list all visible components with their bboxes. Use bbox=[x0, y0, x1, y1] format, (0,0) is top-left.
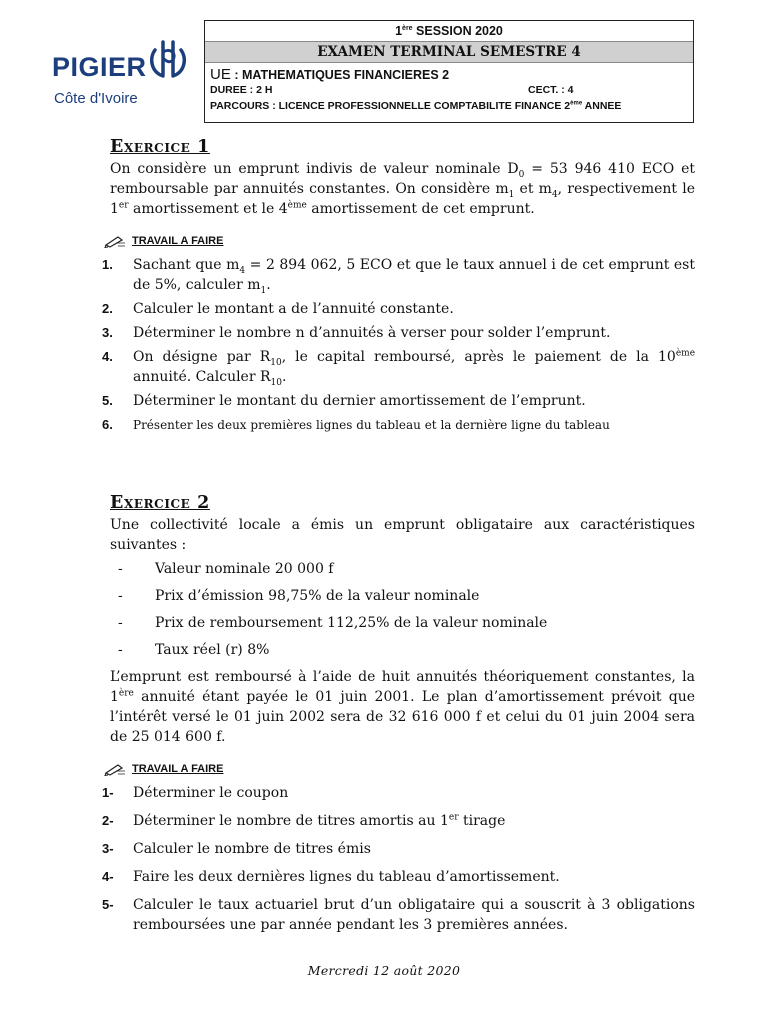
question-number: 5. bbox=[102, 393, 113, 408]
session-label bbox=[205, 24, 693, 41]
list-item-text: Prix d’émission 98,75% de la valeur nominale bbox=[155, 588, 480, 604]
session-number: 1 bbox=[395, 24, 403, 38]
duration: DUREE : 2 H bbox=[210, 84, 273, 96]
parcours-end: ANNEE bbox=[582, 100, 622, 112]
question-item bbox=[102, 867, 695, 887]
question-number: 3. bbox=[102, 325, 113, 340]
bullet-dash: - bbox=[118, 642, 123, 658]
exam-header-box bbox=[204, 20, 694, 123]
list-item bbox=[110, 586, 695, 606]
footer-date: Mercredi 12 août 2020 bbox=[307, 963, 461, 978]
question-number: 3- bbox=[102, 841, 114, 856]
question-number: 6. bbox=[102, 417, 113, 432]
exam-content bbox=[102, 137, 696, 939]
list-item bbox=[110, 559, 695, 579]
question-text: Déterminer le nombre n d’annuités à verser pour solder l’emprunt. bbox=[133, 325, 611, 341]
duration-row bbox=[205, 84, 693, 96]
question-item bbox=[102, 323, 695, 343]
exercise-1-intro: On considère un emprunt indivis de valeur nominale $D_0 = 53$ 946 410 ECO et remboursable par annuités constantes. On considère $m_1$ et $m_4$, respectivement le 1er amortissement et le 4ème amortissement de cet emprunt. bbox=[110, 161, 696, 217]
question-item bbox=[102, 299, 695, 319]
question-item bbox=[102, 415, 695, 435]
question-text: Présenter les deux premières lignes du tableau et la dernière ligne du tableau bbox=[133, 418, 610, 432]
pigier-logo bbox=[52, 38, 192, 114]
question-number: 1- bbox=[102, 785, 114, 800]
travail-a-faire-2 bbox=[104, 759, 695, 779]
travail-label: TRAVAIL A FAIRE bbox=[132, 235, 224, 247]
exercise-1-questions bbox=[102, 255, 696, 435]
question-item bbox=[102, 347, 696, 388]
parcours-sup: ème bbox=[570, 100, 583, 107]
question-number: 2- bbox=[102, 813, 114, 828]
question-item bbox=[102, 895, 695, 935]
travail-a-faire-1 bbox=[104, 231, 695, 251]
question-text: Déterminer le coupon bbox=[133, 785, 289, 801]
question-number: 2. bbox=[102, 301, 113, 316]
list-item-text: Taux réel (r) 8% bbox=[155, 642, 270, 658]
session-sup: ère bbox=[402, 24, 413, 32]
list-item-text: Valeur nominale 20 000 f bbox=[155, 561, 334, 577]
list-item bbox=[110, 613, 695, 633]
exercise-1-title: Exercice 1 bbox=[110, 137, 210, 157]
ue-value: : MATHEMATIQUES FINANCIERES 2 bbox=[230, 68, 450, 82]
pen-writing-icon bbox=[104, 234, 126, 248]
exercise-2-intro: Une collectivité locale a émis un emprunt obligataire aux caractéristiques suivantes : bbox=[110, 517, 695, 553]
question-text: Déterminer le nombre de titres amortis au 1er tirage bbox=[133, 812, 506, 829]
exercise-2-paragraph: L’emprunt est remboursé à l’aide de huit annuités théoriquement constantes, la 1ère annuité étant payée le 01 juin 2001. Le plan d’amortissement prévoit que l’intérêt versé le 01 juin 2002 sera de 32 616 000 f et celui du 01 juin 2004 sera de 25 014 600 f. bbox=[110, 669, 695, 745]
question-number: 4. bbox=[102, 349, 113, 364]
parcours-main: PARCOURS : LICENCE PROFESSIONNELLE COMPTABILITE FINANCE 2 bbox=[210, 100, 571, 112]
list-item bbox=[110, 640, 695, 660]
question-text: Calculer le nombre de titres émis bbox=[133, 841, 371, 857]
exercise-2-questions bbox=[102, 783, 695, 935]
bullet-dash: - bbox=[118, 615, 123, 631]
parcours-line bbox=[205, 100, 693, 112]
question-item bbox=[102, 391, 695, 411]
question-text: Faire les deux dernières lignes du tableau d’amortissement. bbox=[133, 869, 560, 885]
session-text: SESSION 2020 bbox=[412, 24, 503, 38]
cect: CECT. : 4 bbox=[528, 84, 574, 96]
question-text: Calculer le taux actuariel brut d’un obligataire qui a souscrit à 3 obligations remboursées une par année pendant les 3 premières années. bbox=[133, 897, 695, 933]
question-number: 1. bbox=[102, 257, 113, 272]
question-text: Déterminer le montant du dernier amortissement de l’emprunt. bbox=[133, 393, 586, 409]
question-text: Sachant que $m_4 = 2$ 894 062, 5 ECO et que le taux annuel i de cet emprunt est de 5%, calculer $m_1$. bbox=[133, 257, 695, 296]
ue-label: UE bbox=[210, 66, 231, 83]
list-item-text: Prix de remboursement 112,25% de la valeur nominale bbox=[155, 615, 548, 631]
loan-characteristics-list bbox=[110, 559, 695, 660]
pigier-emblem-icon bbox=[147, 38, 189, 82]
question-item bbox=[102, 839, 695, 859]
bullet-dash: - bbox=[118, 561, 123, 577]
question-number: 5- bbox=[102, 897, 114, 912]
question-number: 4- bbox=[102, 869, 114, 884]
question-text: On désigne par $R_{10}$, le capital remboursé, après le paiement de la 10ème annuité. Calculer $R_{10}$. bbox=[133, 348, 696, 388]
exam-title: EXAMEN TERMINAL SEMESTRE 4 bbox=[205, 41, 693, 63]
bullet-dash: - bbox=[118, 588, 123, 604]
question-text: Calculer le montant a de l’annuité constante. bbox=[133, 301, 454, 317]
question-item bbox=[102, 783, 695, 803]
travail-label: TRAVAIL A FAIRE bbox=[132, 763, 224, 775]
exercise-2-title: Exercice 2 bbox=[110, 493, 210, 513]
question-item bbox=[102, 255, 695, 296]
question-item bbox=[102, 811, 695, 831]
ue-line bbox=[205, 66, 693, 83]
logo-name: PIGIER bbox=[52, 52, 147, 82]
pen-writing-icon bbox=[104, 762, 126, 776]
logo-subtitle: Côte d'Ivoire bbox=[54, 90, 138, 107]
